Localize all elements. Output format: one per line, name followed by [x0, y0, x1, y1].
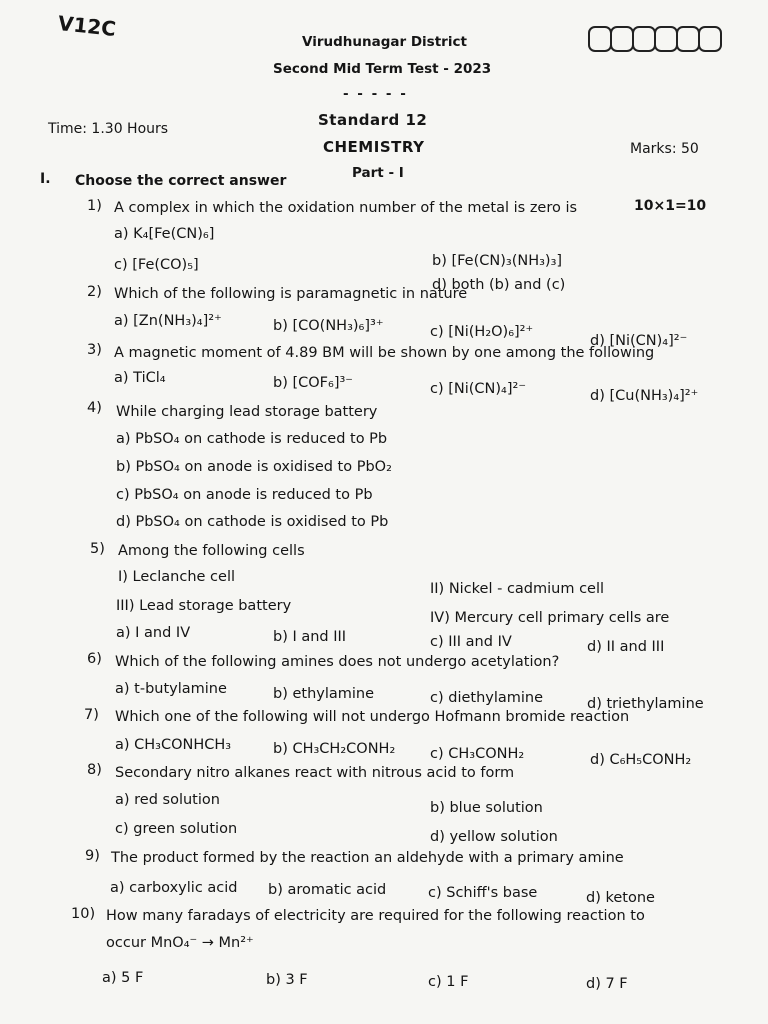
- q9-option-d: d) ketone: [586, 890, 655, 906]
- q10-option-c: c) 1 F: [428, 974, 469, 990]
- q6-option-a: a) t-butylamine: [115, 681, 227, 697]
- q1-text: A complex in which the oxidation number of the metal is zero is: [114, 200, 578, 216]
- q1-option-b: b) [Fe(CN)₃(NH₃)₃]: [432, 253, 563, 269]
- q3-option-c: c) [Ni(CN)₄]²⁻: [430, 381, 526, 397]
- q7-option-b: b) CH₃CH₂CONH₂: [273, 741, 396, 757]
- subject-label: CHEMISTRY: [323, 138, 425, 156]
- standard-label: Standard 12: [318, 111, 428, 129]
- q9-option-b: b) aromatic acid: [268, 882, 387, 898]
- q4-option-c: c) PbSO₄ on anode is reduced to Pb: [116, 487, 373, 503]
- section-number: I.: [40, 171, 51, 187]
- q4-option-b: b) PbSO₄ on anode is oxidised to PbO₂: [116, 459, 392, 475]
- reg-box: [588, 26, 612, 52]
- q5-item-4: IV) Mercury cell primary cells are: [430, 610, 670, 626]
- q3-option-d: d) [Cu(NH₃)₄]²⁺: [590, 388, 699, 404]
- q4-text: While charging lead storage battery: [116, 404, 378, 420]
- q10-option-d: d) 7 F: [586, 976, 628, 992]
- q3-number: 3): [87, 342, 102, 358]
- q10-option-b: b) 3 F: [266, 972, 308, 988]
- q6-option-d: d) triethylamine: [587, 696, 704, 712]
- q6-option-c: c) diethylamine: [430, 690, 544, 706]
- section-title: Choose the correct answer: [75, 173, 287, 189]
- q4-number: 4): [87, 400, 102, 416]
- q1-option-c: c) [Fe(CO)₅]: [114, 257, 199, 273]
- q5-option-d: d) II and III: [587, 639, 665, 655]
- q4-option-a: a) PbSO₄ on cathode is reduced to Pb: [116, 431, 388, 447]
- reg-box: [632, 26, 656, 52]
- q1-option-a: a) K₄[Fe(CN)₆]: [114, 226, 215, 242]
- q2-text: Which of the following is paramagnetic in nature: [114, 286, 468, 302]
- q3-option-b: b) [COF₆]³⁻: [273, 375, 353, 391]
- q9-number: 9): [85, 848, 100, 864]
- q8-option-b: b) blue solution: [430, 800, 543, 816]
- marks-label: Marks: 50: [630, 141, 699, 157]
- q5-item-1: I) Leclanche cell: [118, 569, 236, 585]
- reg-box: [698, 26, 722, 52]
- q5-number: 5): [90, 541, 105, 557]
- q7-text: Which one of the following will not undergo Hofmann bromide reaction: [115, 709, 630, 725]
- q10-number: 10): [71, 906, 96, 922]
- q1-number: 1): [87, 198, 102, 214]
- q5-option-a: a) I and IV: [116, 625, 191, 641]
- q7-option-d: d) C₆H₅CONH₂: [590, 752, 692, 768]
- q7-option-c: c) CH₃CONH₂: [430, 746, 525, 762]
- register-number-boxes: [590, 26, 722, 52]
- q8-text: Secondary nitro alkanes react with nitrous acid to form: [115, 765, 515, 781]
- q2-option-d: d) [Ni(CN)₄]²⁻: [590, 333, 688, 349]
- reg-box: [654, 26, 678, 52]
- q6-number: 6): [87, 651, 102, 667]
- q8-option-d: d) yellow solution: [430, 829, 558, 845]
- dash-divider: - - - - -: [343, 86, 408, 102]
- q2-option-a: a) [Zn(NH₃)₄]²⁺: [114, 313, 222, 329]
- q9-text: The product formed by the reaction an aldehyde with a primary amine: [111, 850, 624, 866]
- q3-option-a: a) TiCl₄: [114, 370, 166, 386]
- q9-option-c: c) Schiff's base: [428, 885, 538, 901]
- q2-option-b: b) [CO(NH₃)₆]³⁺: [273, 318, 384, 334]
- district-title: Virudhunagar District: [302, 34, 467, 50]
- q10-option-a: a) 5 F: [102, 970, 144, 986]
- q5-option-c: c) III and IV: [430, 634, 512, 650]
- q6-option-b: b) ethylamine: [273, 686, 375, 702]
- q10-text: How many faradays of electricity are required for the following reaction to: [106, 908, 645, 924]
- q9-option-a: a) carboxylic acid: [110, 880, 238, 896]
- q8-option-c: c) green solution: [115, 821, 238, 837]
- q2-number: 2): [87, 284, 102, 300]
- q5-item-2: II) Nickel - cadmium cell: [430, 581, 605, 597]
- reg-box: [610, 26, 634, 52]
- q10-text-cont: occur MnO₄⁻ → Mn²⁺: [106, 935, 254, 951]
- q2-option-c: c) [Ni(H₂O)₆]²⁺: [430, 324, 534, 340]
- q3-text: A magnetic moment of 4.89 BM will be shown by one among the following: [114, 345, 655, 361]
- time-label: Time: 1.30 Hours: [48, 121, 169, 137]
- q4-option-d: d) PbSO₄ on cathode is oxidised to Pb: [116, 514, 389, 530]
- q8-number: 8): [87, 762, 102, 778]
- q6-text: Which of the following amines does not undergo acetylation?: [115, 654, 560, 670]
- reg-box: [676, 26, 700, 52]
- q1-option-d: d) both (b) and (c): [432, 277, 566, 293]
- part-label: Part - I: [352, 165, 404, 181]
- q7-option-a: a) CH₃CONHCH₃: [115, 737, 232, 753]
- test-title: Second Mid Term Test - 2023: [273, 61, 492, 77]
- q5-option-b: b) I and III: [273, 629, 347, 645]
- paper-code: V12C: [56, 11, 118, 41]
- q5-text: Among the following cells: [118, 543, 305, 559]
- section-score: 10×1=10: [634, 198, 707, 214]
- q5-item-3: III) Lead storage battery: [116, 598, 292, 614]
- q8-option-a: a) red solution: [115, 792, 220, 808]
- q7-number: 7): [84, 707, 99, 723]
